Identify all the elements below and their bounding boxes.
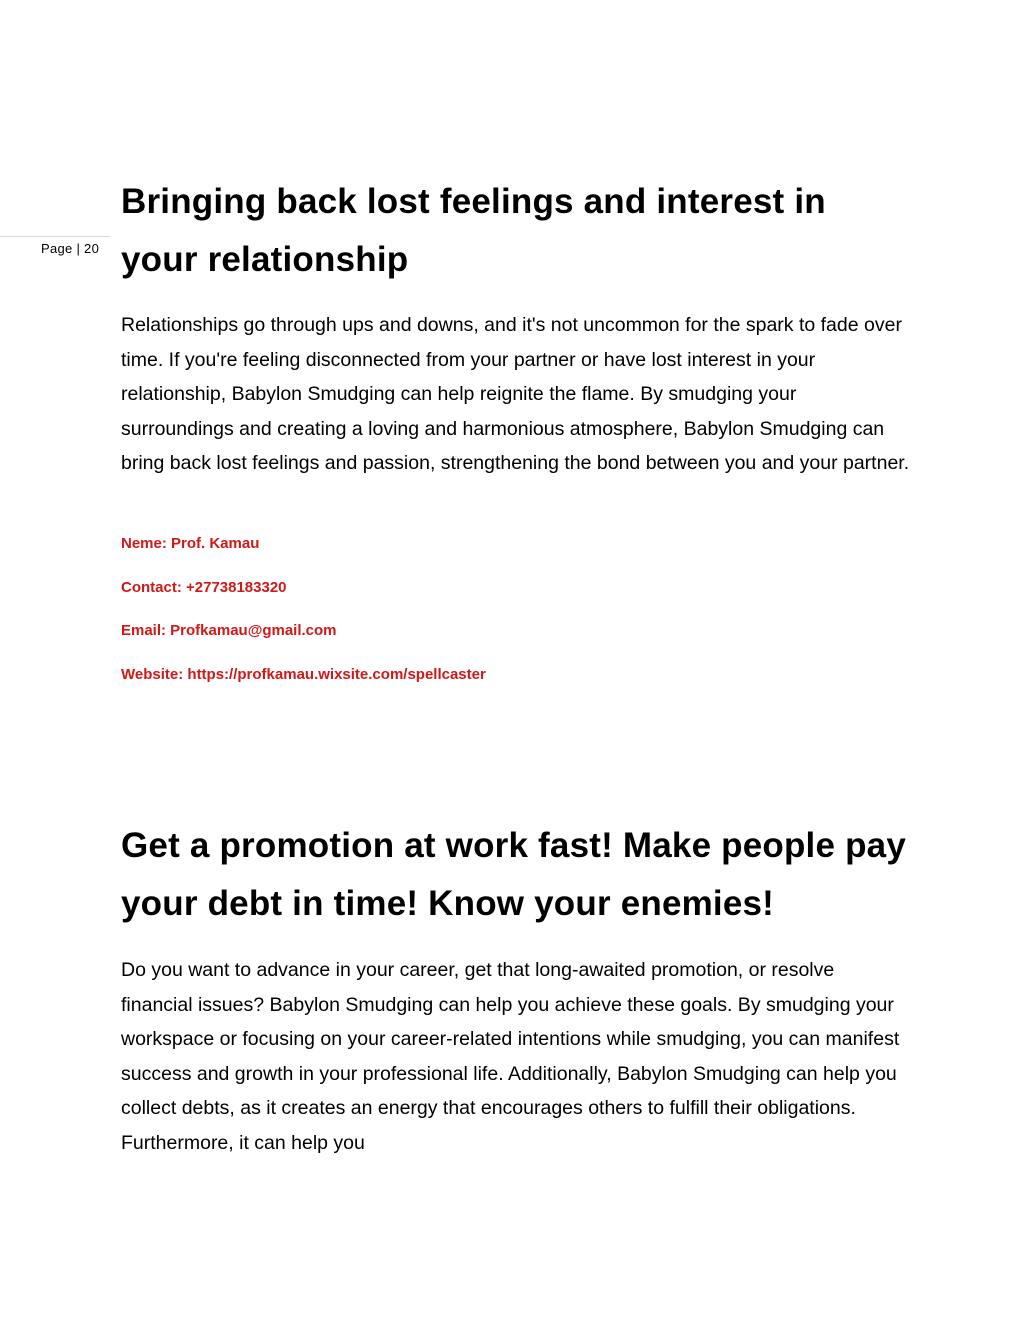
- page-number-rule: [0, 236, 110, 237]
- section-relationship: [121, 173, 911, 481]
- section-body: Do you want to advance in your career, get that long-awaited promotion, or resolve financial issues? Babylon Smudging can help you achieve these goals. By smudging your workspace or focusing on your career-related intentions while smudging, you can manifest success and growth in your professional life. Additionally, Babylon Smudging can help you collect debts, as it creates an energy that encourages others to fulfill their obligations. Furthermore, it can help you: [121, 959, 900, 1154]
- contact-name: Neme: Prof. Kamau: [121, 535, 260, 552]
- contact-phone: Contact: +27738183320: [121, 579, 287, 596]
- section-heading: Bringing back lost feelings and interest in your relationship: [121, 182, 826, 279]
- section-heading: Get a promotion at work fast! Make people pay your debt in time! Know your enemies!: [121, 826, 906, 923]
- section-promotion: [121, 817, 911, 1160]
- page-number: Page | 20: [41, 241, 100, 256]
- contact-website: Website: https://profkamau.wixsite.com/spellcaster: [121, 666, 486, 683]
- contact-email: Email: Profkamau@gmail.com: [121, 622, 337, 639]
- section-body: Relationships go through ups and downs, and it's not uncommon for the spark to fade over time. If you're feeling disconnected from your partner or have lost interest in your relationship, Babylon Smudging can help reignite the flame. By smudging your surroundings and creating a loving and harmonious atmosphere, Babylon Smudging can bring back lost feelings and passion, strengthening the bond between you and your partner.: [121, 314, 910, 474]
